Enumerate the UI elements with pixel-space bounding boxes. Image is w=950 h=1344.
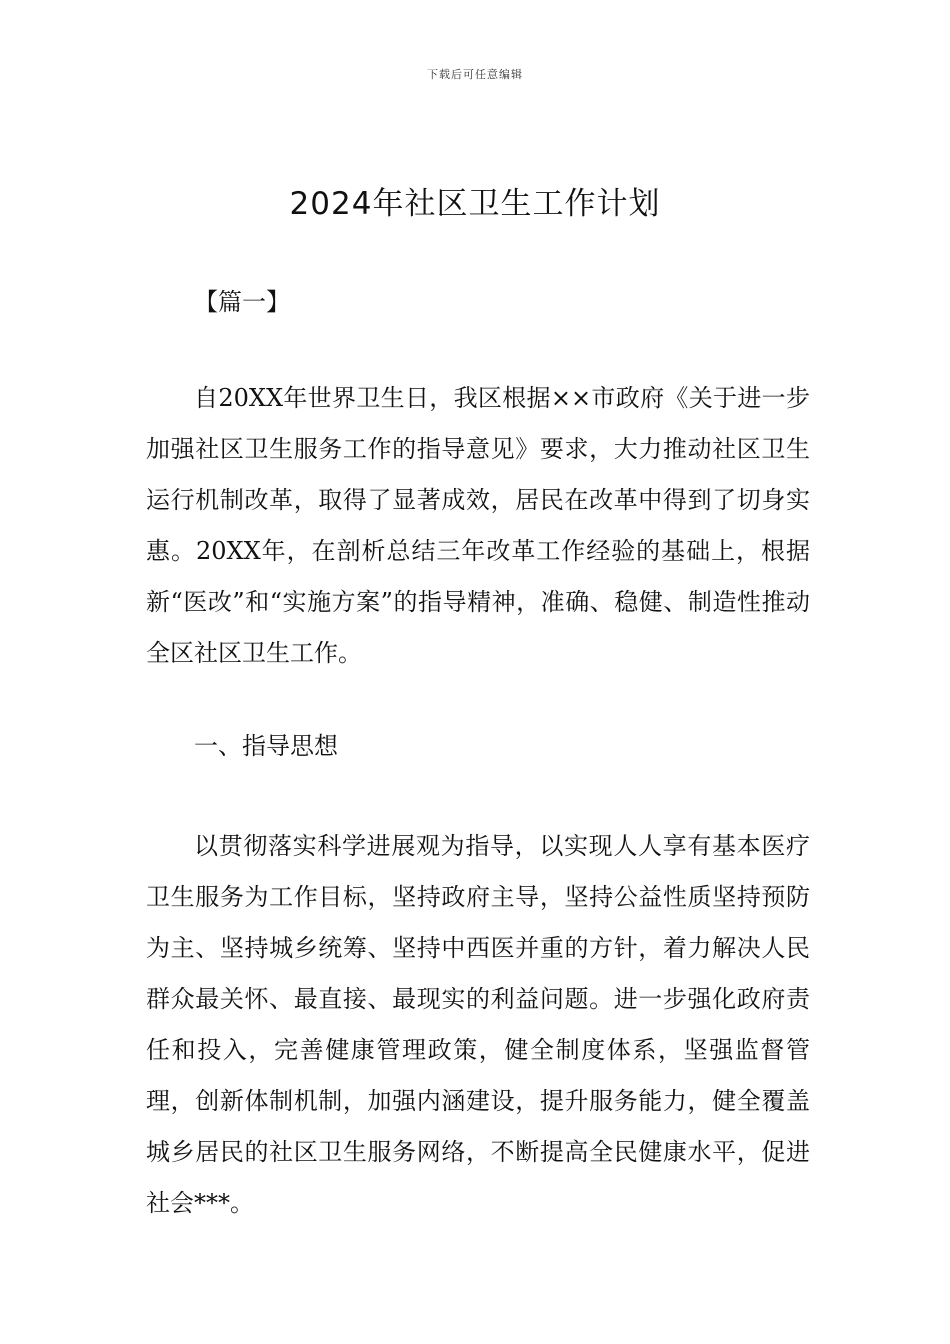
section-tag: 【篇一】 — [194, 288, 290, 316]
guiding-ideology-paragraph: 以贯彻落实科学进展观为指导，以实现人人享有基本医疗卫生服务为工作目标，坚持政府主导，坚持公益性质坚持预防为主、坚持城乡统筹、坚持中西医并重的方针，着力解决人民群众最关怀、最直接、最现实的利益问题。进一步强化政府责任和投入，完善健康管理政策，健全制度体系，坚强监督管理，创新体制机制，加强内涵建设，提升服务能力，健全覆盖城乡居民的社区卫生服务网络，不断提高全民健康水平，促进社会***。 — [146, 832, 810, 1217]
section-heading-guiding-ideology: 一、指导思想 — [194, 732, 338, 760]
document-title: 2024年社区卫生工作计划 — [289, 186, 661, 222]
intro-paragraph: 自20XX年世界卫生日，我区根据××市政府《关于进一步加强社区卫生服务工作的指导意见》要求，大力推动社区卫生运行机制改革，取得了显著成效，居民在改革中得到了切身实惠。20XX年，在剖析总结三年改革工作经验的基础上，根据新“医改”和“实施方案”的指导精神，准确、稳健、制造性推动全区社区卫生工作。 — [146, 384, 810, 667]
header-note: 下载后可任意编辑 — [427, 68, 523, 81]
